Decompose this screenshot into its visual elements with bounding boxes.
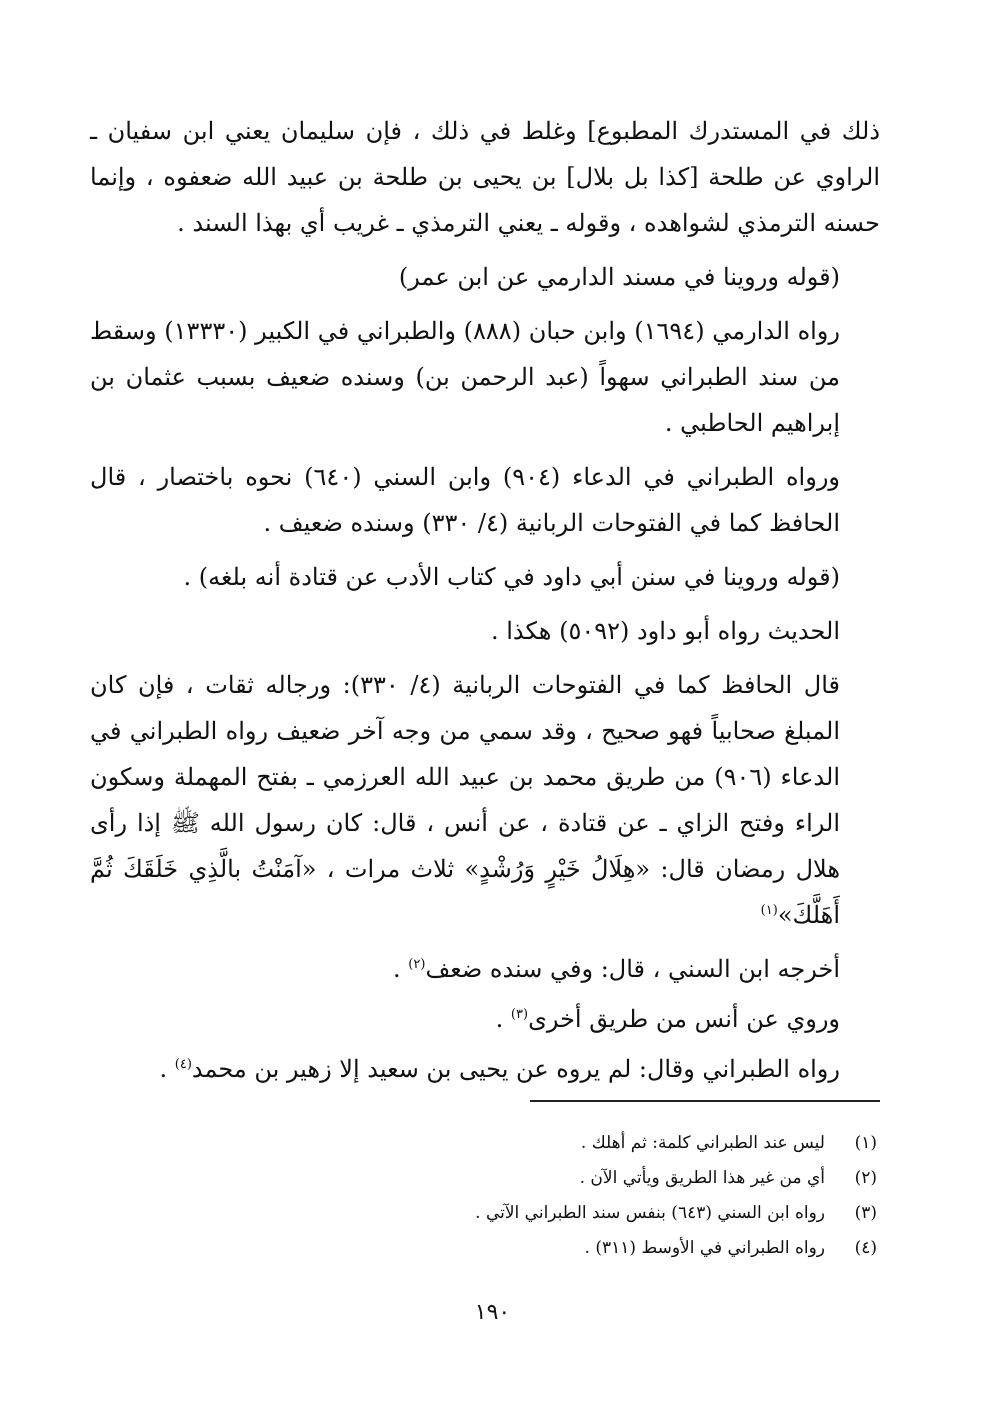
footnote-ref-2: (٢): [408, 957, 426, 972]
paragraph-1: ذلك في المستدرك المطبوع] وغلط في ذلك ، فإن سليمان يعني ابن سفيان ـ الراوي عن طلحة [كذا بل بلال] بن يحيى بن طلحة بن عبيد الله ضعفوه ، وإنما حسنه الترمذي لشواهده ، وقوله ـ يعني الترمذي ـ غريب أي بهذا السند .: [90, 117, 880, 237]
footnote-ref-1: (١): [760, 903, 778, 918]
footnote-4: [177, 1231, 877, 1266]
page-number: ١٩٠: [474, 1300, 511, 1325]
footnote-number: (٢): [854, 1168, 877, 1188]
footnote-1: [177, 1126, 877, 1161]
footnote-text: رواه ابن السني (٦٤٣) بنفس سند الطبراني الآتي .: [475, 1203, 825, 1223]
quote-darimi: (قوله وروينا في مسند الدارمي عن ابن عمر): [398, 263, 840, 291]
quote-abu-dawud: (قوله وروينا في سنن أبي داود في كتاب الأدب عن قتادة أنه بلغه) .: [183, 563, 840, 591]
paragraph-tabarani: ورواه الطبراني في الدعاء (٩٠٤) وابن السني (٦٤٠) نحوه باختصار ، قال الحافظ كما في الفتوحات الربانية (٤/ ٣٣٠) وسنده ضعيف .: [90, 463, 840, 537]
paragraph-darimi: رواه الدارمي (١٦٩٤) وابن حبان (٨٨٨) والطبراني في الكبير (١٣٣٣٠) وسقط من سند الطبراني سهواً (عبد الرحمن بن) وسنده ضعيف بسبب عثمان بن إبراهيم الحاطبي .: [90, 317, 840, 437]
line-anas: وروي عن أنس من طريق أخرى$^{(٣)}$ .: [495, 1005, 840, 1033]
footnote-3: [177, 1196, 877, 1231]
paragraph-abu-dawud: الحديث رواه أبو داود (٥٠٩٢) هكذا .: [491, 617, 840, 645]
footnote-text: أي من غير هذا الطريق ويأتي الآن .: [579, 1168, 825, 1188]
page-body: [90, 108, 880, 1096]
footnote-number: (٤): [854, 1238, 877, 1258]
line-ibn-sunni: أخرجه ابن السني ، قال: وفي سنده ضعف$^{(٢)}$ .: [393, 955, 840, 983]
paragraph-hafiz: [90, 662, 880, 938]
footnote-ref-4: (٤): [174, 1057, 192, 1072]
footnote-text: ليس عند الطبراني كلمة: ثم أهلك .: [580, 1133, 825, 1153]
footnote-text: رواه الطبراني في الأوسط (٣١١) .: [584, 1238, 825, 1258]
footnote-number: (١): [854, 1133, 877, 1153]
footnotes-divider: [530, 1100, 880, 1102]
footnote-2: [177, 1161, 877, 1196]
footnotes: [177, 1126, 877, 1266]
footnote-number: (٣): [854, 1203, 877, 1223]
line-tabarani-zuhair: رواه الطبراني وقال: لم يروه عن يحيى بن سعيد إلا زهير بن محمد$^{(٤)}$ .: [159, 1055, 840, 1083]
paragraph-hafiz-text: قال الحافظ كما في الفتوحات الربانية (٤/ ٣٣٠): ورجاله ثقات ، فإن كان المبلغ صحابياً فهو صحيح ، وقد سمي من وجه آخر ضعيف رواه الطبراني في الدعاء (٩٠٦) من طريق محمد بن عبيد الله العرزمي ـ بفتح المهملة وسكون الراء وفتح الزاي ـ عن قتادة ، عن أنس ، قال: كان رسول الله ﷺ إذا رأى هلال رمضان قال: «هِلَالُ خَيْرٍ وَرُشْدٍ» ثلاث مرات ، «آمَنْتُ بالَّذِي خَلَقَكَ ثُمَّ أَهَلَّكَ»: [90, 671, 841, 929]
footnote-ref-3: (٣): [510, 1007, 529, 1022]
